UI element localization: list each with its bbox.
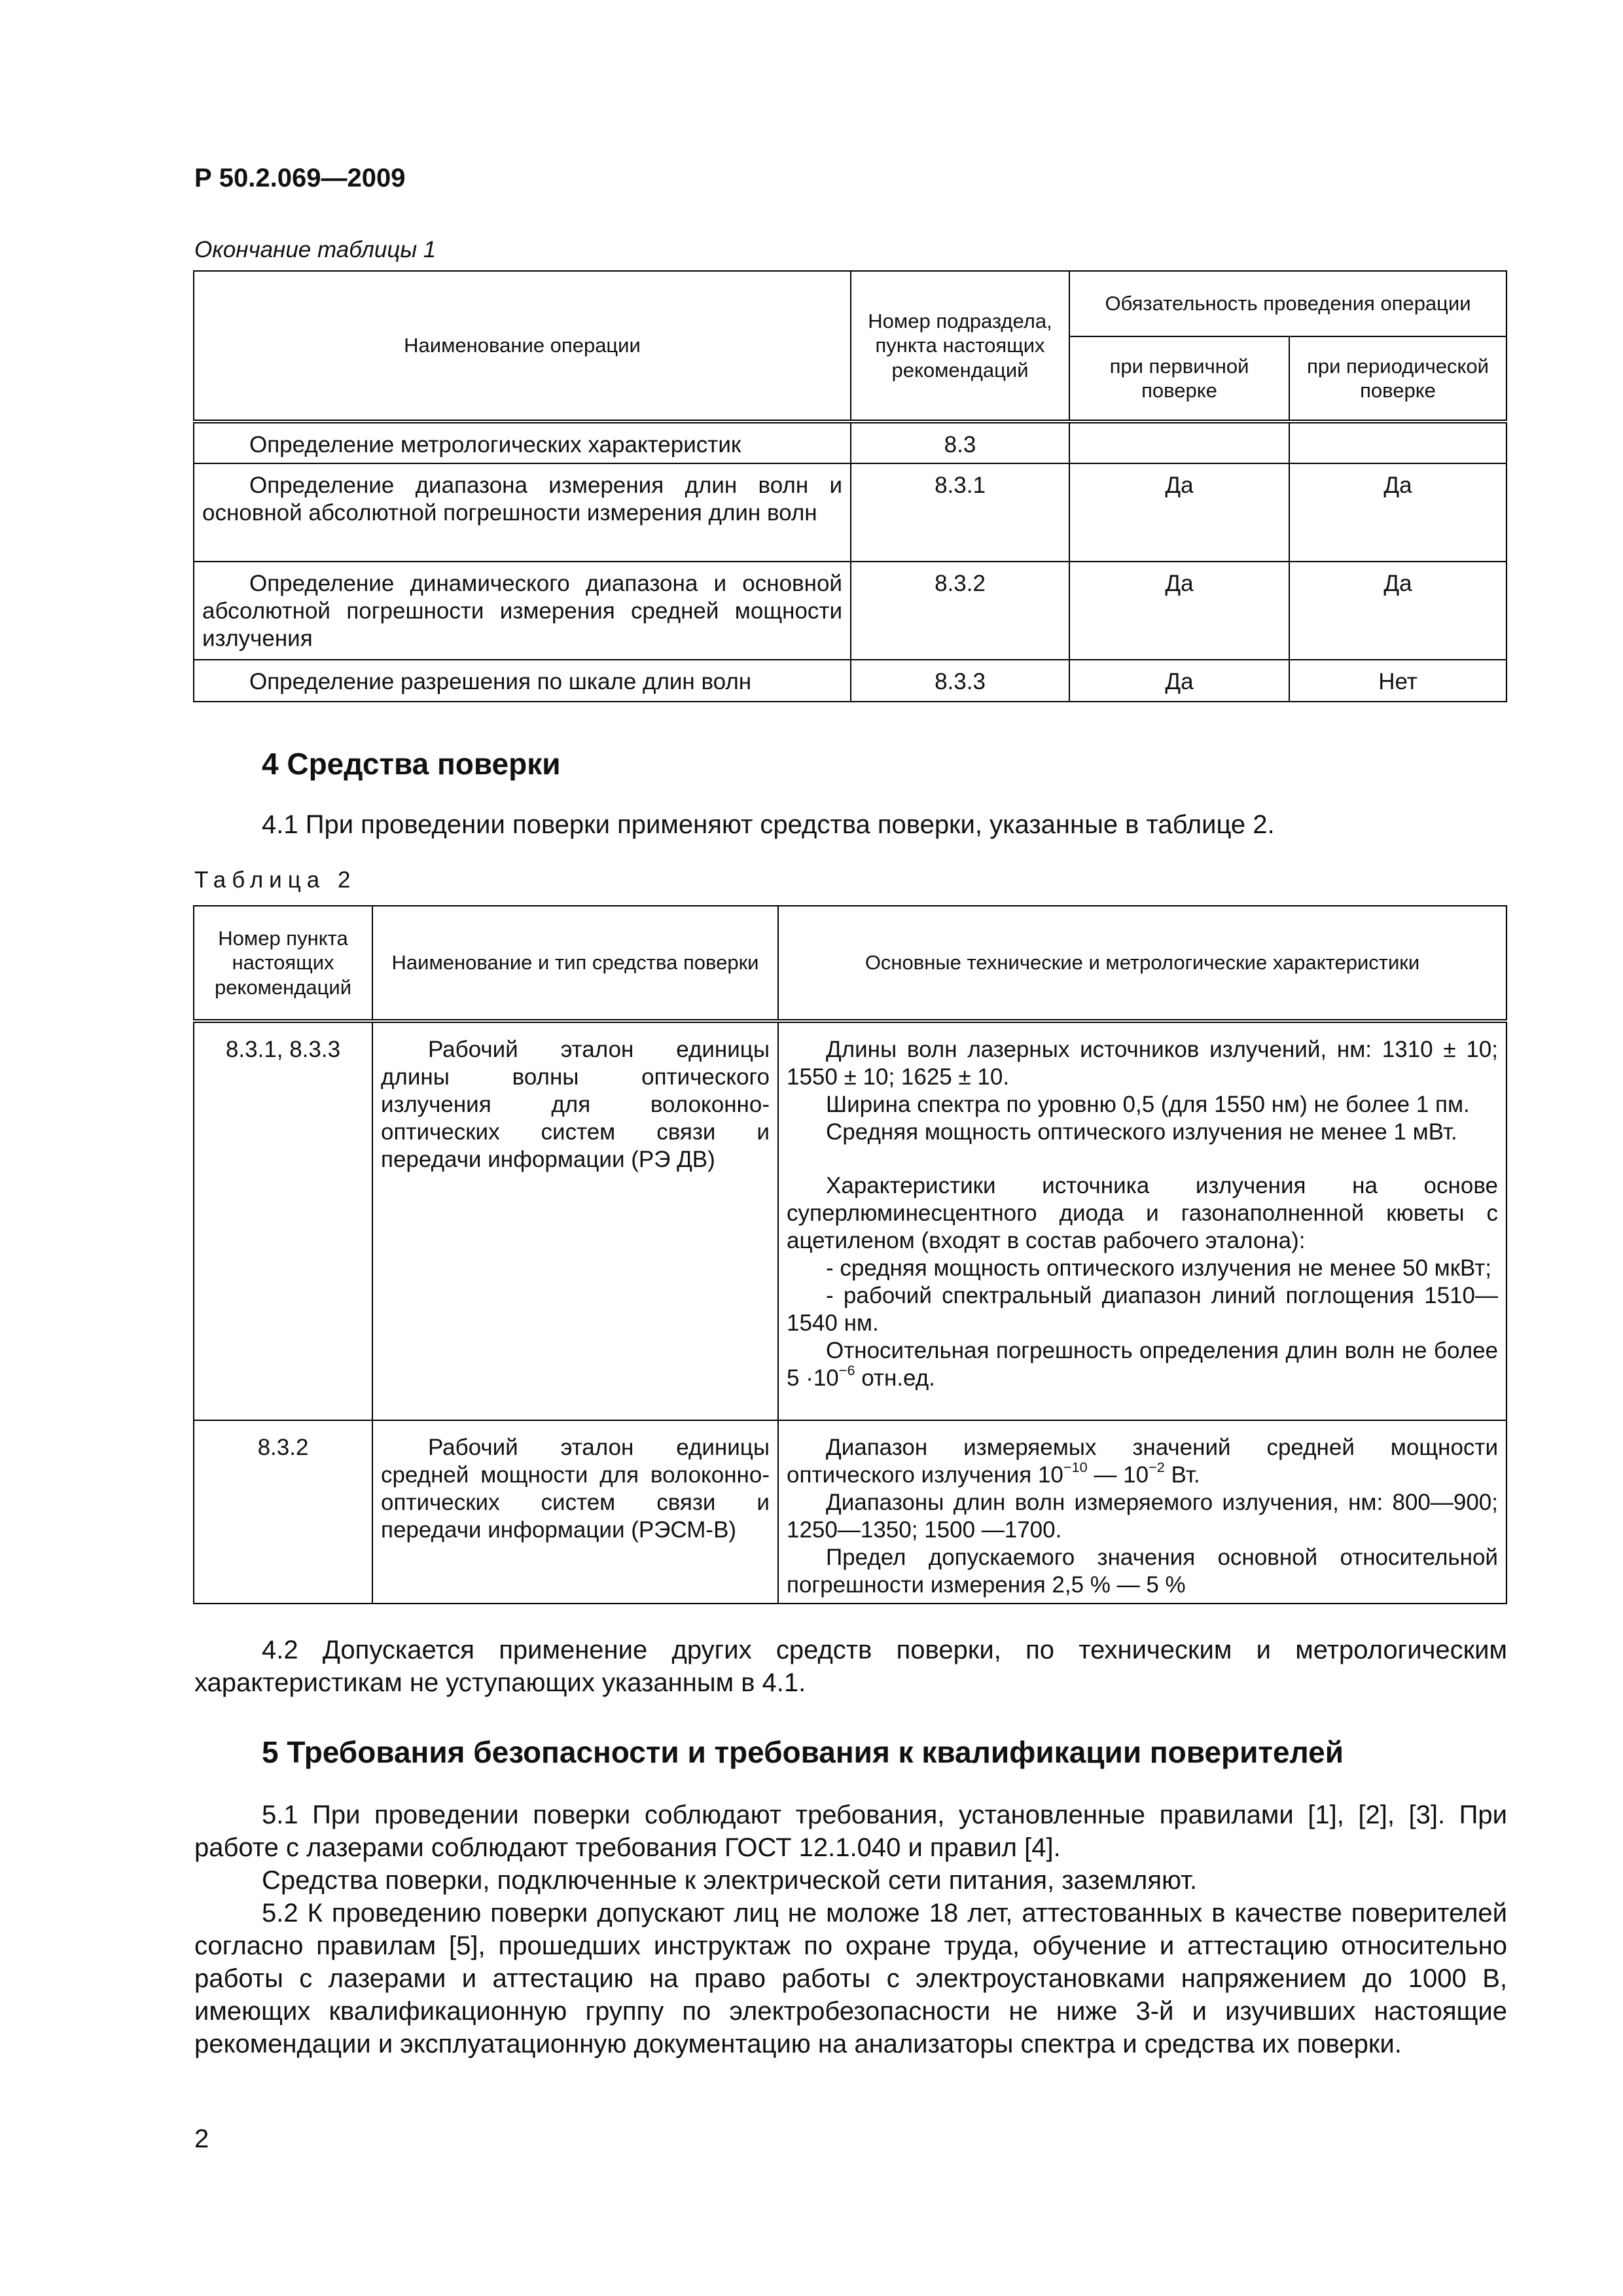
table2-caption: Таблица 2 — [194, 867, 357, 893]
table1-header-primary: при первичной поверке — [1069, 336, 1289, 422]
page-number: 2 — [194, 2125, 209, 2153]
table1-header-section: Номер подраздела, пункта настоящих рекомендаций — [851, 271, 1069, 422]
table1 — [193, 270, 1507, 702]
char-text: Вт. — [1164, 1462, 1200, 1488]
char-text: отн.ед. — [855, 1365, 935, 1391]
char-line: - рабочий спектральный диапазон линий поглощения 1510—1540 нм. — [787, 1283, 1498, 1336]
paragraph-4-2: 4.2 Допускается применение других средств поверки, по техническим и метрологическим характеристикам не уступающих указанным в 4.1. — [194, 1636, 1507, 1697]
paragraph-5-2: 5.2 К проведению поверки допускают лиц не моложе 18 лет, аттестованных в качестве поверителей согласно правилам [5], прошедших инструктаж по охране труда, обучение и аттестацию относительно работы с лазерами и аттестацию на право работы с электроустановками напряжением до 1000 В, имеющих квалификационную группу по электробезопасности не ниже 3-й и изучивших настоящие рекомендации и эксплуатационную документацию на анализаторы спектра и средства их поверки. — [194, 1899, 1507, 2058]
table2-cell-number: 8.3.2 — [194, 1420, 372, 1604]
table1-header-obligation: Обязательность проведения операции — [1069, 271, 1507, 336]
table1-cell-primary: Да — [1069, 660, 1289, 702]
paragraph-4-1: 4.1 При проведении поверки применяют средства поверки, указанные в таблице 2. — [262, 810, 1275, 839]
table1-caption: Окончание таблицы 1 — [194, 237, 437, 262]
table2-cell-number: 8.3.1, 8.3.3 — [194, 1021, 372, 1420]
table-row — [194, 660, 1507, 702]
char-line — [787, 1337, 1498, 1392]
char-line: Диапазоны длин волн измеряемого излучения, нм: 800—900; 1250—1350; 1500 —1700. — [787, 1490, 1498, 1543]
table1-cell-primary: Да — [1069, 463, 1289, 562]
table-row — [194, 1420, 1507, 1604]
exponent: −6 — [838, 1362, 855, 1379]
table2-cell-name-type: Рабочий эталон единицы длины волны оптического излучения для волоконно-оптических систем связи и передачи информации (РЭ ДВ) — [372, 1021, 778, 1420]
table1-cell-primary: Да — [1069, 562, 1289, 660]
table1-cell-section: 8.3.2 — [851, 562, 1069, 660]
section-5-heading: 5 Требования безопасности и требования к квалификации поверителей — [262, 1735, 1344, 1769]
table2-header-number: Номер пункта настоящих рекомендаций — [194, 906, 372, 1021]
table1-cell-name: Определение метрологических характеристик — [194, 422, 851, 463]
table1-header-periodic: при периодической поверке — [1289, 336, 1507, 422]
char-text: Диапазон измеряемых значений средней мощности оптического излучения 10 — [787, 1435, 1498, 1488]
table-row — [194, 463, 1507, 562]
table1-cell-section: 8.3 — [851, 422, 1069, 463]
table2-cell-characteristics — [778, 1021, 1507, 1420]
table1-cell-name: Определение диапазона измерения длин волн и основной абсолютной погрешности измерения длин волн — [194, 463, 851, 562]
table1-cell-section: 8.3.3 — [851, 660, 1069, 702]
table1-cell-section: 8.3.1 — [851, 463, 1069, 562]
table1-cell-name: Определение динамического диапазона и основной абсолютной погрешности измерения средней мощности излучения — [194, 562, 851, 660]
table1-cell-primary — [1069, 422, 1289, 463]
table2-cell-name-type: Рабочий эталон единицы средней мощности для волоконно-оптических систем связи и передачи информации (РЭСМ-В) — [372, 1420, 778, 1604]
table-row — [194, 422, 1507, 463]
table2 — [193, 905, 1507, 1604]
table2-cell-characteristics — [778, 1420, 1507, 1604]
char-line — [787, 1434, 1498, 1489]
table2-header-characteristics: Основные технические и метрологические характеристики — [778, 906, 1507, 1021]
table-row — [194, 562, 1507, 660]
table1-cell-periodic: Да — [1289, 562, 1507, 660]
paragraph-5-1: 5.1 При проведении поверки соблюдают требования, установленные правилами [1], [2], [3]. При работе с лазерами соблюдают требования ГОСТ 12.1.040 и правил [4]. — [194, 1801, 1507, 1862]
paragraph-5-1-grounding: Средства поверки, подключенные к электрической сети питания, заземляют. — [262, 1866, 1198, 1895]
char-text: — 10 — [1087, 1462, 1149, 1488]
document-id: Р 50.2.069—2009 — [194, 164, 406, 192]
char-line: Средняя мощность оптического излучения не менее 1 мВт. — [826, 1119, 1457, 1145]
table1-header-operation: Наименование операции — [194, 271, 851, 422]
char-text: Относительная погрешность определения длин волн не более 5 ·10 — [787, 1338, 1498, 1391]
char-line: - средняя мощность оптического излучения не менее 50 мкВт; — [826, 1255, 1491, 1281]
char-line: Предел допускаемого значения основной относительной погрешности измерения 2,5 % — 5 % — [787, 1545, 1498, 1598]
section-4-heading: 4 Средства поверки — [262, 747, 561, 781]
table1-cell-periodic — [1289, 422, 1507, 463]
table2-header-name-type: Наименование и тип средства поверки — [372, 906, 778, 1021]
exponent: −2 — [1149, 1459, 1165, 1476]
table1-cell-periodic: Нет — [1289, 660, 1507, 702]
exponent: −10 — [1063, 1459, 1088, 1476]
char-line: Характеристики источника излучения на основе суперлюминесцентного диода и газонаполненной кюветы с ацетиленом (входят в состав рабочего эталона): — [787, 1173, 1498, 1253]
table1-cell-periodic: Да — [1289, 463, 1507, 562]
table1-cell-name: Определение разрешения по шкале длин волн — [194, 660, 851, 702]
char-line: Длины волн лазерных источников излучений, нм: 1310 ± 10; 1550 ± 10; 1625 ± 10. — [787, 1037, 1498, 1090]
table-row — [194, 1021, 1507, 1420]
char-line: Ширина спектра по уровню 0,5 (для 1550 нм) не более 1 пм. — [826, 1092, 1470, 1117]
